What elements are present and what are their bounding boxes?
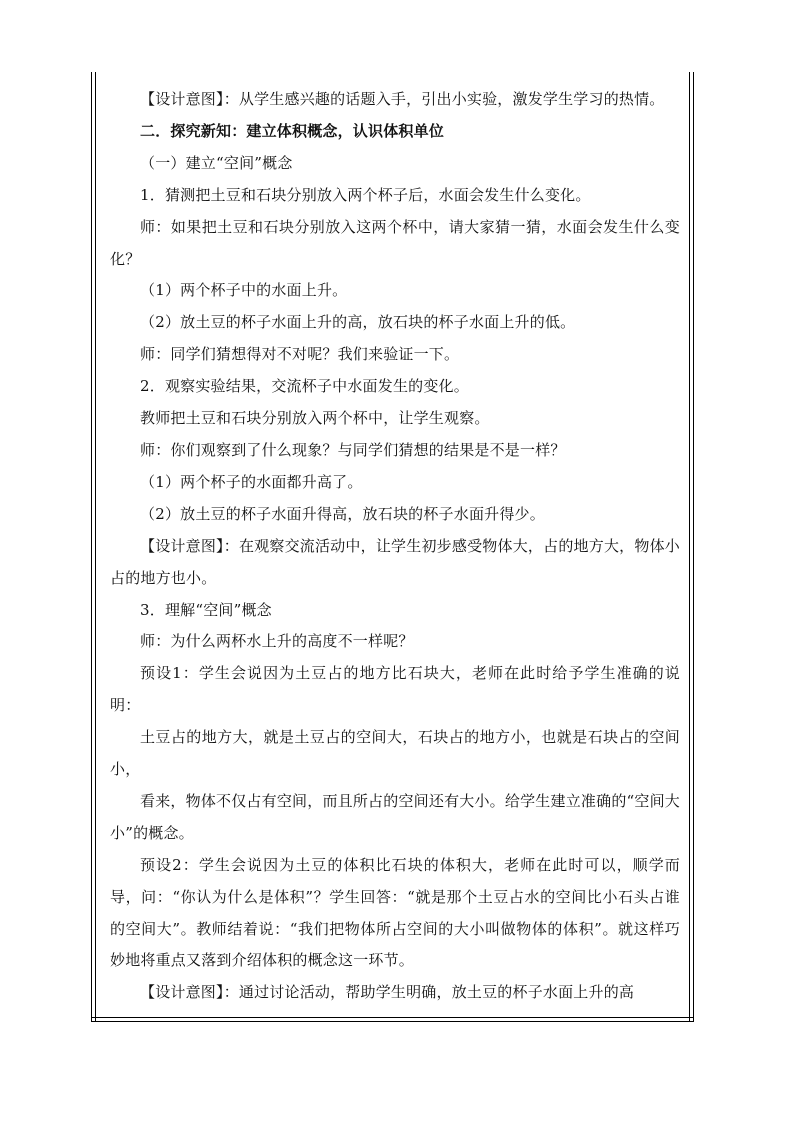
bottom-border-inner <box>91 1017 694 1018</box>
teacher-paragraph: 师：你们观察到了什么现象？与同学们猜想的结果是不是一样？ <box>140 440 566 459</box>
right-border-outer <box>693 72 694 1022</box>
teacher-paragraph: 师：同学们猜想得对不对呢？我们来验证一下。 <box>140 345 460 364</box>
teacher-paragraph: 师：为什么两杯水上升的高度不一样呢？ <box>140 632 414 651</box>
text-paragraph: 土豆占的地方大，就是土豆占的空间大，石块占的地方小，也就是石块占的空间小， <box>110 728 680 779</box>
subsection-heading: （一）建立“空间”概念 <box>140 153 293 172</box>
bottom-border-outer <box>91 1021 694 1022</box>
left-border-inner <box>95 72 96 1022</box>
right-border-inner <box>689 72 690 1022</box>
text-paragraph: 看来，物体不仅占有空间，而且所占的空间还有大小。给学生建立准确的“空间大小”的概念。 <box>110 791 680 842</box>
text-paragraph: 教师把土豆和石块分别放入两个杯中，让学生观察。 <box>140 409 490 428</box>
left-border-outer <box>91 72 92 1022</box>
list-item: （1）两个杯子中的水面上升。 <box>140 281 348 300</box>
list-item: （2）放土豆的杯子水面升得高，放石块的杯子水面升得少。 <box>140 504 545 523</box>
design-intent-paragraph: 【设计意图】：通过讨论活动，帮助学生明确，放土豆的杯子水面上升的高 <box>140 983 635 1002</box>
design-intent-paragraph: 【设计意图】：在观察交流活动中，让学生初步感受物体大，占的地方大，物体小占的地方也小。 <box>110 536 680 587</box>
preset-paragraph: 预设1：学生会说因为土豆占的地方比石块大，老师在此时给予学生准确的说明： <box>110 664 680 715</box>
list-item: （2）放土豆的杯子水面上升的高，放石块的杯子水面上升的低。 <box>140 313 576 332</box>
step-paragraph: 3．理解“空间”概念 <box>140 600 272 619</box>
lesson-plan-body <box>110 84 680 1009</box>
teacher-paragraph: 师：如果把土豆和石块分别放入这两个杯中，请大家猜一猜，水面会发生什么变化？ <box>110 217 680 268</box>
list-item: （1）两个杯子的水面都升高了。 <box>140 472 363 491</box>
step-paragraph: 2．观察实验结果，交流杯子中水面发生的变化。 <box>140 377 469 396</box>
step-paragraph: 1．猜测把土豆和石块分别放入两个杯子后，水面会发生什么变化。 <box>140 185 591 204</box>
design-intent-paragraph: 【设计意图】：从学生感兴趣的话题入手，引出小实验，激发学生学习的热情。 <box>140 90 665 108</box>
preset-paragraph: 预设2：学生会说因为土豆的体积比石块的体积大，老师在此时可以，顺学而导，问：“你认为什么是体积”？学生回答：“就是那个土豆占水的空间比小石头占谁的空间大”。教师结着说：“我们把物体所占空间的大小叫做物体的体积”。就这样巧妙地将重点又落到介绍体积的概念这一环节。 <box>110 855 680 970</box>
section-heading: 二．探究新知：建立体积概念，认识体积单位 <box>140 121 445 140</box>
